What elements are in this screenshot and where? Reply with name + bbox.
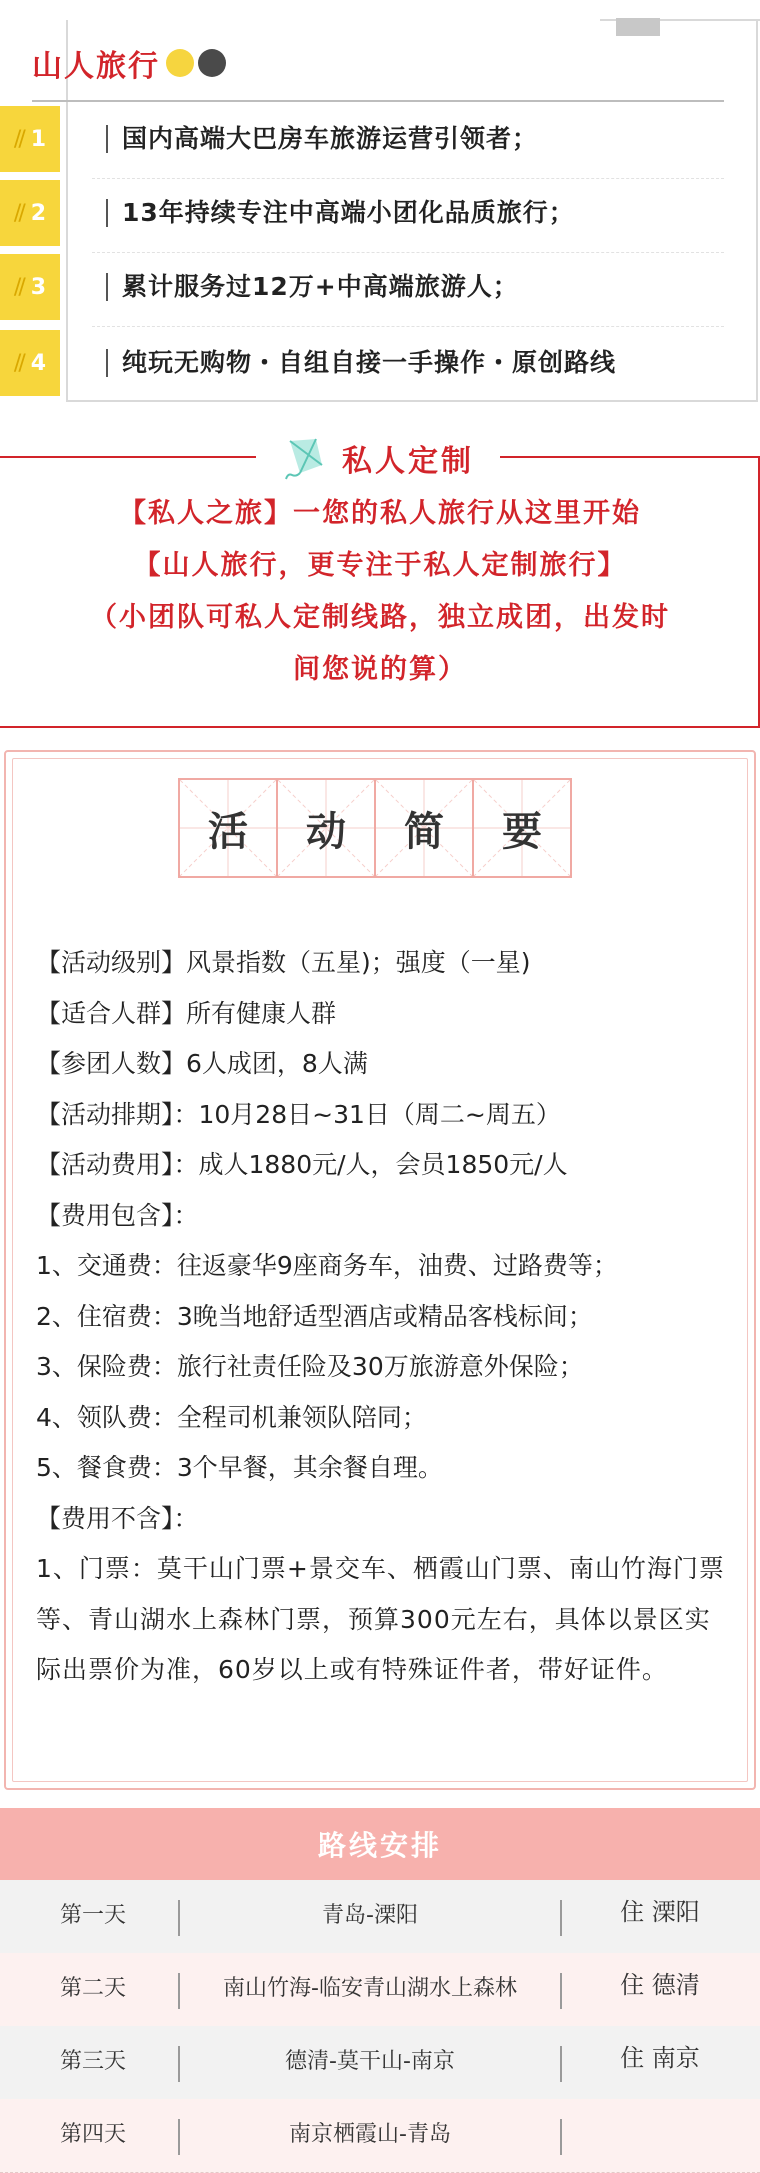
private-custom-lines [0,488,760,696]
feature-text: 国内高端大巴房车旅游运营引领者； [122,124,539,153]
summary-title-grid [180,778,572,878]
itinerary-stay: 住 溧阳 [620,1898,700,1926]
summary-line: 【适合人群】所有健康人群 [36,998,337,1028]
feature-separator [92,178,724,179]
itinerary-stay [560,2099,760,2171]
gray-dot-icon [198,49,226,77]
private-custom-header [256,428,500,488]
summary-line: 3、保险费：旅行社责任险及30万旅游意外保险； [36,1352,584,1381]
summary-line: 1、交通费：往返豪华9座商务车，油费、过路费等； [36,1251,618,1280]
feature-item [0,254,760,320]
feature-number-badge: // 4 [0,330,60,396]
itinerary-day: 第二天 [59,1976,126,2001]
brand-divider [32,100,724,102]
summary-line: 【活动排期】：10月28日~31日（周二~周五） [36,1099,561,1129]
itinerary-day: 第四天 [59,2122,126,2147]
itinerary-row [0,2026,760,2100]
summary-line: 【费用包含】： [36,1200,199,1230]
feature-number-badge: // 2 [0,180,60,246]
brand-title: 山人旅行 [32,49,160,84]
itinerary-route: 德清-莫干山-南京 [285,2049,455,2074]
feature-text: 13年持续专注中高端小团化品质旅行； [122,198,575,227]
title-char-cell [276,778,376,878]
summary-line: 【活动级别】风景指数（五星)；强度（一星) [36,948,531,977]
itinerary-stay: 住 德清 [620,1971,700,1999]
summary-exclusions-paragraph: 1、门票：莫干山门票+景交车、栖霞山门票、南山竹海门票等、青山湖水上森林门票，预算300元左右，具体以景区实际出票价为准，60岁以上或有特殊证件者，带好证件。 [36,1554,725,1684]
itinerary-row [0,2099,760,2173]
brand-header [32,40,226,86]
summary-line: 【参团人数】6人成团，8人满 [36,1049,368,1078]
itinerary-row [0,1880,760,1954]
title-char: 活 [208,808,248,855]
itinerary-header [0,1808,760,1880]
feature-text: 纯玩无购物・自组自接一手操作・原创路线 [122,348,617,377]
itinerary-title: 路线安排 [317,1829,442,1862]
intro-card [0,0,760,408]
gray-tab-decoration [616,18,660,36]
title-char: 要 [502,808,542,855]
summary-line: 【活动费用】：成人1880元/人，会员1850元/人 [36,1150,568,1179]
itinerary-row [0,1953,760,2027]
summary-text [36,938,736,1696]
kite-icon [282,435,328,481]
summary-line: 2、住宿费：3晚当地舒适型酒店或精品客栈标间； [36,1301,593,1331]
feature-bar-icon [106,273,108,301]
feature-separator [92,252,724,253]
itinerary-route: 南山竹海-临安青山湖水上森林 [223,1976,517,2001]
private-custom-box [0,444,760,728]
feature-number-badge: // 3 [0,254,60,320]
itinerary-day: 第一天 [59,1903,126,1928]
itinerary-route: 南京栖霞山-青岛 [289,2122,451,2147]
private-custom-line: 【山人旅行，更专注于私人定制旅行】 [133,550,627,581]
feature-text: 累计服务过12万+中高端旅游人； [122,272,519,301]
summary-line: 4、领队费：全程司机兼领队陪同； [36,1402,427,1432]
feature-item [0,330,760,396]
summary-line: 5、餐食费：3个早餐，其余餐自理。 [36,1453,443,1482]
private-custom-line: （小团队可私人定制线路，独立成团，出发时 [90,602,670,633]
feature-bar-icon [106,199,108,227]
feature-bar-icon [106,349,108,377]
title-char-cell [472,778,572,878]
private-custom-title: 私人定制 [342,444,474,479]
title-char: 动 [306,808,346,855]
itinerary-stay: 住 南京 [620,2044,700,2072]
feature-number-badge: // 1 [0,106,60,172]
title-char-cell [374,778,474,878]
summary-line: 【费用不含】： [36,1503,199,1533]
itinerary-route: 青岛-溧阳 [322,1903,418,1928]
itinerary-day: 第三天 [59,2049,126,2074]
title-char-cell [178,778,278,878]
title-char: 简 [404,808,444,855]
private-custom-line: 间您说的算） [293,654,467,685]
feature-separator [92,326,724,327]
feature-item [0,106,760,172]
feature-bar-icon [106,125,108,153]
private-custom-line: 【私人之旅】一您的私人旅行从这里开始 [119,498,641,529]
activity-summary-box [4,750,756,1790]
yellow-dot-icon [166,49,194,77]
feature-item [0,180,760,246]
